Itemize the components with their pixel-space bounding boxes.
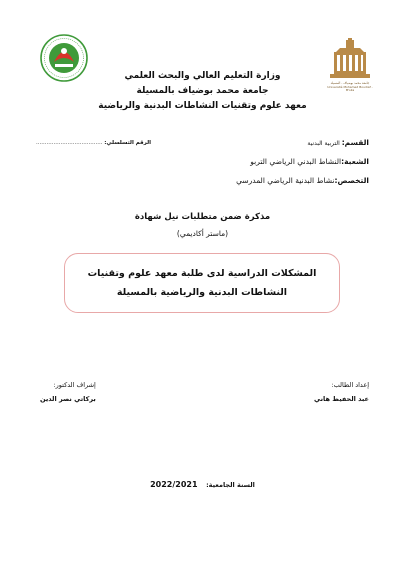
thesis-title-box: [64, 253, 340, 313]
university-logo-caption: جامعة محمد بوضياف - المسيلة Université Mohamed Boudiaf - M'sila: [327, 81, 373, 92]
serial-value: ......................................: [36, 140, 103, 146]
academic-year-label: السنة الجامعية:: [206, 481, 255, 489]
branch-field: [250, 157, 369, 167]
ministry-name: وزارة التعليم العالي والبحث العلمي: [124, 71, 281, 81]
specialty-label: التخصص:: [334, 176, 369, 185]
department-field: [307, 138, 369, 149]
institute-name: معهد علوم وتقنيات النشاطات البدنية والرياضية: [98, 101, 307, 111]
serial-field: [36, 140, 151, 146]
student-label: إعداد الطالب:: [331, 381, 369, 389]
specialty-field: [236, 176, 369, 186]
memo-subtitle: (ماستر أكاديمي): [176, 229, 229, 238]
serial-label: الرقم التسلسلي:: [104, 140, 152, 146]
student-credit: [314, 381, 369, 404]
supervisor-credit: [40, 381, 96, 404]
specialty-value: نشاط البدنية الرياضي المدرسي: [236, 176, 335, 185]
branch-label: الشعبة:: [341, 157, 369, 166]
academic-year: [0, 480, 405, 489]
department-label: القسم:: [341, 138, 369, 147]
student-name: عبد الحفيظ هاني: [314, 395, 369, 403]
university-logo: [326, 38, 374, 92]
university-name: جامعة محمد بوضياف بالمسيلة: [136, 86, 269, 96]
supervisor-label: إشراف الدكتور:: [53, 381, 96, 389]
branch-value: النشاط البدني الرياضي التربو: [250, 157, 342, 166]
department-value: التربية البدنية: [307, 140, 342, 147]
supervisor-name: بركاتي نصر الدين: [40, 395, 96, 403]
thesis-title: المشكلات الدراسية لدى طلبة معهد علوم وتقنيات النشاطات البدنية والرياضية بالمسيلة: [87, 268, 317, 298]
memo-title: مذكرة ضمن متطلبات نيل شهادة: [134, 212, 271, 222]
academic-year-value: 2022/2021: [150, 480, 198, 489]
